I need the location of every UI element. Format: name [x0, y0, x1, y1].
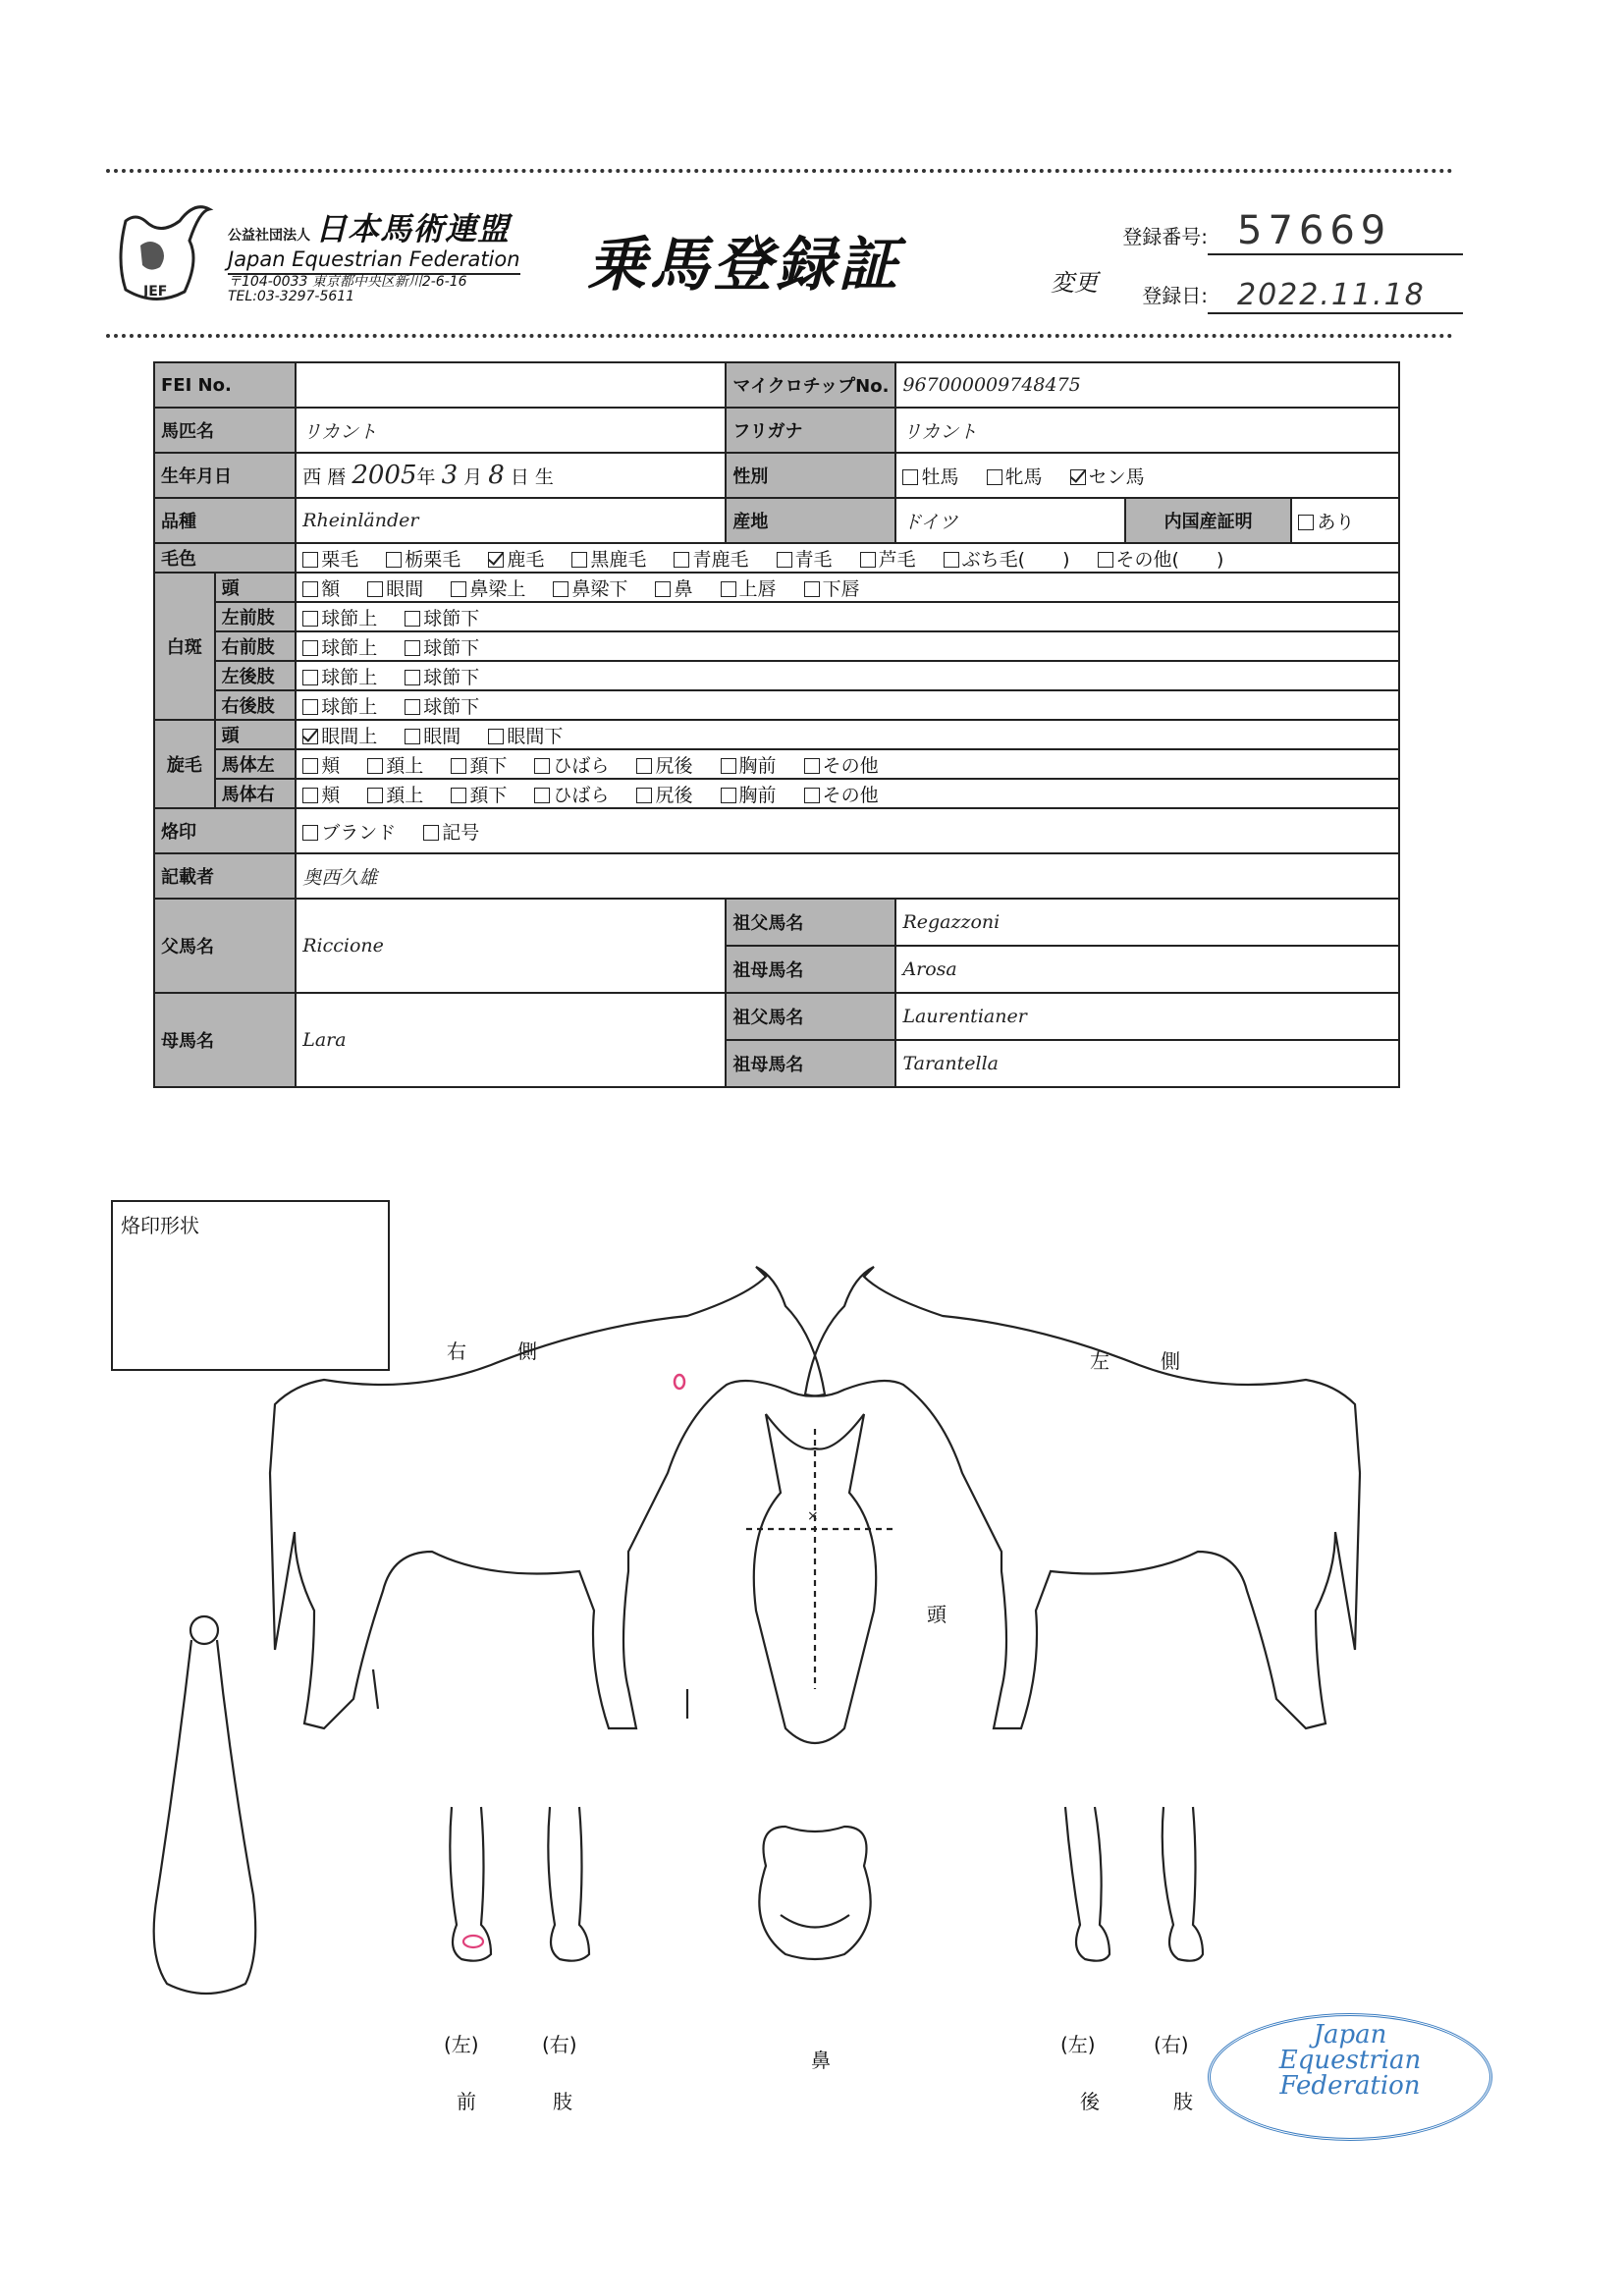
sire-sire-field[interactable]: Regazzoni	[895, 899, 1399, 946]
front-left-label: (左)	[444, 2033, 479, 2056]
org-name-jp: 日本馬術連盟	[315, 210, 511, 247]
whorl-option-checked[interactable]: 眼間上	[302, 722, 377, 748]
furigana-field[interactable]: リカント	[895, 408, 1399, 453]
whorl-row-label: 馬体左	[215, 749, 297, 779]
era-label: 西 暦	[302, 466, 347, 488]
brand-option[interactable]: 記号	[423, 818, 479, 845]
sire-sire-label: 祖父馬名	[726, 899, 895, 946]
whorl-option[interactable]: 頚下	[451, 751, 507, 778]
horse-head-front-icon	[746, 1414, 893, 1743]
hind-limbs-label: 後	[1080, 2090, 1100, 2113]
recorder-field[interactable]: 奥西久雄	[296, 853, 1399, 899]
muzzle-label: 鼻	[811, 2049, 831, 2072]
coat-color-label: 毛色	[154, 543, 296, 573]
whorl-option[interactable]: 頚上	[367, 751, 423, 778]
marking-option[interactable]: 球節下	[405, 692, 479, 719]
dam-sire-field[interactable]: Laurentianer	[895, 993, 1399, 1040]
org-tel: TEL:03-3297-5611	[228, 289, 355, 304]
origin-field[interactable]: ドイツ	[895, 498, 1124, 543]
whorl-option[interactable]: 胸前	[721, 781, 777, 807]
sex-option-gelding[interactable]: セン馬	[1070, 463, 1145, 489]
dam-sire-label: 祖父馬名	[726, 993, 895, 1040]
breed-field[interactable]: Rheinländer	[296, 498, 726, 543]
marking-row-label: 右前肢	[215, 631, 297, 661]
marking-row-label: 左前肢	[215, 602, 297, 631]
sire-dam-label: 祖母馬名	[726, 946, 895, 993]
whorl-option[interactable]: ひばら	[534, 751, 609, 778]
coat-option-checked[interactable]: 鹿毛	[488, 545, 544, 572]
whorl-option[interactable]: ひばら	[534, 781, 609, 807]
registration-date: 2022.11.18	[1208, 278, 1463, 314]
horse-right-side-icon	[270, 1267, 825, 1728]
brand-option[interactable]: ブランド	[302, 818, 396, 845]
coat-option[interactable]: 芦毛	[860, 545, 916, 572]
sire-dam-field[interactable]: Arosa	[895, 946, 1399, 993]
whorl-option[interactable]: 眼間	[405, 722, 460, 748]
whorl-option[interactable]: その他	[804, 751, 879, 778]
coat-option[interactable]: 青毛	[777, 545, 833, 572]
marking-option[interactable]: 球節上	[302, 604, 377, 630]
marking-option[interactable]: 球節上	[302, 692, 377, 719]
front-limbs-label: 前	[457, 2090, 476, 2113]
registration-number-label: 登録番号:	[1122, 225, 1208, 248]
brand-shape-label: 烙印形状	[121, 1214, 199, 1237]
front-limbs-label-2: 肢	[553, 2090, 572, 2113]
marking-option[interactable]: 下唇	[804, 574, 860, 601]
recorder-label: 記載者	[154, 853, 296, 899]
domestic-cert-option[interactable]: あり	[1291, 498, 1399, 543]
whorl-option[interactable]: 胸前	[721, 751, 777, 778]
marking-option[interactable]: 球節下	[405, 604, 479, 630]
coat-option[interactable]: その他( )	[1098, 545, 1224, 572]
svg-text:×: ×	[807, 1508, 819, 1524]
birth-day: 8	[488, 461, 505, 490]
svg-text:JEF: JEF	[143, 284, 168, 300]
marking-option[interactable]: 鼻梁下	[553, 574, 627, 601]
muzzle-icon	[759, 1827, 870, 1959]
whorl-option[interactable]: 尻後	[636, 781, 692, 807]
coat-option[interactable]: 栗毛	[302, 545, 358, 572]
microchip-field[interactable]: 967000009748475	[895, 362, 1399, 408]
hind-limbs-icon	[1065, 1807, 1203, 1961]
horse-left-side-icon	[805, 1267, 1360, 1728]
hind-right-label: (右)	[1154, 2033, 1189, 2056]
org-address: 〒104-0033 東京都中央区新川2-6-16	[228, 274, 467, 290]
coat-option[interactable]: 栃栗毛	[386, 545, 460, 572]
marking-option[interactable]: 球節下	[405, 663, 479, 689]
dam-dam-label: 祖母馬名	[726, 1040, 895, 1087]
change-note: 変更	[1051, 269, 1098, 297]
microchip-label: マイクロチップNo.	[726, 362, 895, 408]
registration-number: 57669	[1208, 208, 1463, 255]
horse-name-label: 馬匹名	[154, 408, 296, 453]
breed-label: 品種	[154, 498, 296, 543]
org-name-en: Japan Equestrian Federation	[228, 247, 520, 275]
marking-option[interactable]: 球節下	[405, 633, 479, 660]
marking-row-label: 左後肢	[215, 661, 297, 690]
birth-date-label: 生年月日	[154, 453, 296, 498]
marking-option[interactable]: 額	[302, 574, 340, 601]
dam-label: 母馬名	[154, 993, 296, 1087]
marking-option[interactable]: 眼間	[367, 574, 423, 601]
document-title: 乗馬登録証	[587, 231, 901, 300]
whorl-option[interactable]: 頚下	[451, 781, 507, 807]
year-unit: 年	[416, 466, 436, 488]
right-side-label: 右 側	[447, 1339, 541, 1363]
jef-stamp: Japan Equestrian Federation	[1208, 2013, 1492, 2141]
front-right-label: (右)	[542, 2033, 577, 2056]
horse-top-view-icon	[154, 1616, 256, 1994]
registration-date-label: 登録日:	[1142, 284, 1208, 307]
whorl-option[interactable]: 頬	[302, 781, 340, 807]
head-label: 頭	[927, 1603, 947, 1626]
whorl-option[interactable]: 頚上	[367, 781, 423, 807]
origin-label: 産地	[726, 498, 895, 543]
dam-dam-field[interactable]: Tarantella	[895, 1040, 1399, 1087]
left-side-label: 左 側	[1090, 1349, 1184, 1373]
fei-no-label: FEI No.	[154, 362, 296, 408]
hind-limbs-label-2: 肢	[1173, 2090, 1193, 2113]
coat-option[interactable]: 黒鹿毛	[571, 545, 646, 572]
whorl-option[interactable]: 尻後	[636, 751, 692, 778]
furigana-label: フリガナ	[726, 408, 895, 453]
marking-option[interactable]: 鼻	[655, 574, 692, 601]
coat-option[interactable]: ぶち毛( )	[944, 545, 1070, 572]
horse-name-field[interactable]: リカント	[296, 408, 726, 453]
sex-label: 性別	[726, 453, 895, 498]
front-limbs-icon	[450, 1807, 589, 1961]
sire-label: 父馬名	[154, 899, 296, 993]
day-unit: 日 生	[510, 466, 554, 488]
sire-field[interactable]: Riccione	[296, 899, 726, 993]
sex-option-mare[interactable]: 牝馬	[987, 463, 1043, 489]
dam-field[interactable]: Lara	[296, 993, 726, 1087]
whorl-option[interactable]: 頬	[302, 751, 340, 778]
birth-year: 2005	[352, 461, 417, 490]
brand-label: 烙印	[154, 808, 296, 853]
marking-option[interactable]: 球節上	[302, 663, 377, 689]
marking-option[interactable]: 球節上	[302, 633, 377, 660]
whorl-row-label: 馬体右	[215, 779, 297, 808]
sex-option-stallion[interactable]: 牡馬	[902, 463, 958, 489]
domestic-cert-label: 内国産証明	[1125, 498, 1291, 543]
whorl-row-label: 頭	[215, 720, 297, 749]
hind-left-label: (左)	[1060, 2033, 1096, 2056]
coat-option[interactable]: 青鹿毛	[674, 545, 748, 572]
month-unit: 月	[463, 466, 483, 488]
whorl-option[interactable]: 眼間下	[488, 722, 563, 748]
marking-option[interactable]: 上唇	[721, 574, 777, 601]
marking-option[interactable]: 鼻梁上	[451, 574, 525, 601]
whorl-option[interactable]: その他	[804, 781, 879, 807]
marking-row-label: 頭	[215, 573, 297, 602]
white-markings-label: 白斑	[154, 573, 215, 720]
whorls-label: 旋毛	[154, 720, 215, 808]
marking-row-label: 右後肢	[215, 690, 297, 720]
org-type: 公益社団法人	[228, 228, 310, 244]
marking-annotation-icon	[675, 1375, 684, 1389]
birth-month: 3	[441, 461, 459, 490]
